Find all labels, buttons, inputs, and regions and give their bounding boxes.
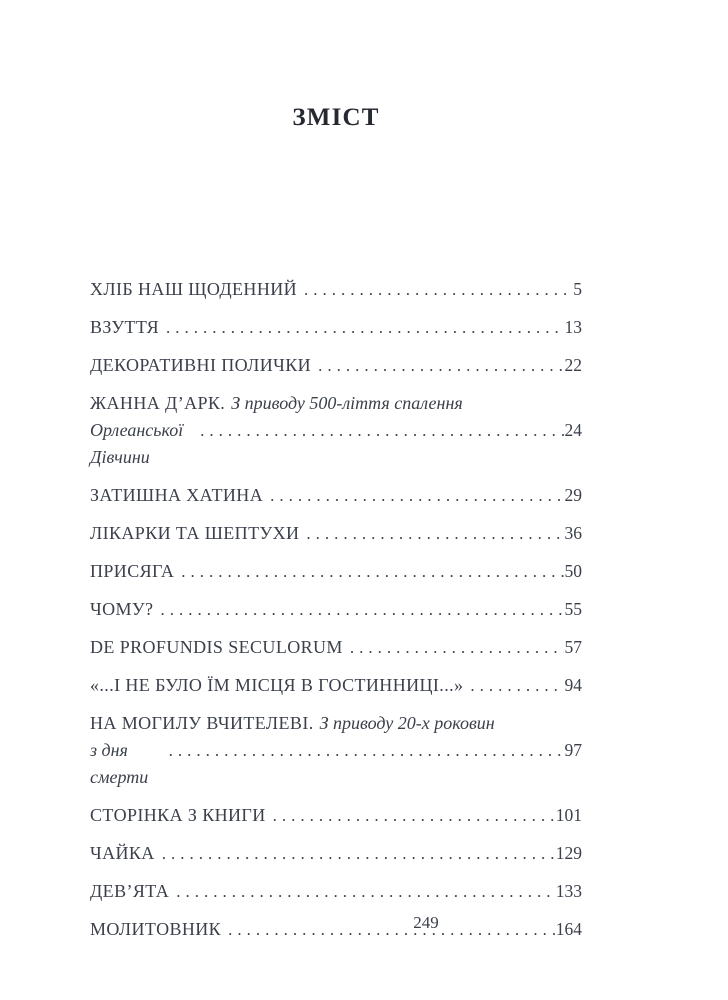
toc-entry-first-line bbox=[90, 390, 582, 417]
toc-entry-line bbox=[90, 840, 582, 867]
dot-leader bbox=[174, 558, 563, 585]
toc-entry-page-number: 24 bbox=[564, 420, 582, 440]
toc-entry bbox=[90, 352, 582, 379]
toc-entry bbox=[90, 520, 582, 547]
toc-entry bbox=[90, 558, 582, 585]
toc-entry bbox=[90, 390, 582, 471]
folio-page-number: 249 bbox=[413, 913, 439, 932]
toc-entry-page-number: 57 bbox=[564, 637, 582, 657]
toc-entry bbox=[90, 802, 582, 829]
toc-entry bbox=[90, 672, 582, 699]
toc-entry-subtitle: З приводу 500-ліття спалення bbox=[231, 393, 463, 413]
toc-entry-subtitle-continued: з дня смерти bbox=[90, 740, 149, 787]
toc-entry-title: ЗАТИШНА ХАТИНА bbox=[90, 485, 264, 505]
toc-entry-page-number: 36 bbox=[564, 523, 582, 543]
toc-entry-title: DE PROFUNDIS SECULORUM bbox=[90, 637, 343, 657]
toc-entry-title: ВЗУТТЯ bbox=[90, 317, 160, 337]
toc-entry-page-number: 22 bbox=[564, 355, 582, 375]
toc-entry-line bbox=[90, 558, 582, 585]
dot-leader bbox=[193, 417, 563, 444]
dot-leader bbox=[162, 737, 564, 764]
dot-leader bbox=[169, 878, 555, 905]
toc-entry-page-number: 164 bbox=[555, 919, 582, 939]
toc-entry-title: ПРИСЯГА bbox=[90, 561, 175, 581]
toc-entry-line bbox=[90, 352, 582, 379]
toc-entry-subtitle-continued: Орлеанської Дівчини bbox=[90, 420, 184, 467]
toc-entry bbox=[90, 634, 582, 661]
toc-entry-subtitle: З приводу 20-х роковин bbox=[319, 713, 495, 733]
toc-entry-page-number: 133 bbox=[555, 881, 582, 901]
toc-entry-line bbox=[90, 634, 582, 661]
toc-entry-first-line bbox=[90, 710, 582, 737]
toc-entry-line bbox=[90, 878, 582, 905]
toc-entry-title: НА МОГИЛУ ВЧИТЕЛЕВІ. bbox=[90, 713, 314, 733]
toc-entry bbox=[90, 596, 582, 623]
dot-leader bbox=[311, 352, 563, 379]
toc-entry-line bbox=[90, 672, 582, 699]
toc-entry bbox=[90, 878, 582, 905]
toc-entry-title: ДЕКОРАТИВНІ ПОЛИЧКИ bbox=[90, 355, 312, 375]
toc-entry-title: МОЛИТОВНИК bbox=[90, 919, 222, 939]
dot-leader bbox=[299, 520, 563, 547]
toc-entry-title: ДЕВ’ЯТА bbox=[90, 881, 170, 901]
toc-entry-line bbox=[90, 520, 582, 547]
toc-entry-second-line bbox=[90, 417, 582, 471]
toc-entry-page-number: 55 bbox=[564, 599, 582, 619]
toc-entry-page-number: 50 bbox=[564, 561, 582, 581]
toc-entry-title: ЧОМУ? bbox=[90, 599, 154, 619]
toc-entry-page-number: 129 bbox=[555, 843, 582, 863]
toc-entry bbox=[90, 314, 582, 341]
dot-leader bbox=[297, 276, 572, 303]
toc-entry-page-number: 101 bbox=[555, 805, 582, 825]
toc-entry-page-number: 13 bbox=[564, 317, 582, 337]
dot-leader bbox=[263, 482, 563, 509]
toc-entry-line bbox=[90, 802, 582, 829]
dot-leader bbox=[463, 672, 563, 699]
toc-entry-second-line bbox=[90, 737, 582, 791]
toc-entry-title: «...І НЕ БУЛО ЇМ МІСЦЯ В ГОСТИННИЦІ...» bbox=[90, 675, 464, 695]
toc-entry-page-number: 5 bbox=[573, 279, 582, 299]
toc-entry-title: ЖАННА Д’АРК. bbox=[90, 393, 226, 413]
dot-leader bbox=[159, 314, 563, 341]
dot-leader bbox=[155, 840, 555, 867]
toc-entry-title: ЧАЙКА bbox=[90, 843, 155, 863]
toc-entry-line bbox=[90, 314, 582, 341]
toc-entry-line bbox=[90, 482, 582, 509]
toc-entry-title: СТОРІНКА З КНИГИ bbox=[90, 805, 266, 825]
toc-entry-line bbox=[90, 276, 582, 303]
toc-entry-title: ХЛІБ НАШ ЩОДЕННИЙ bbox=[90, 279, 298, 299]
toc-entry bbox=[90, 276, 582, 303]
toc-entry-title: ЛІКАРКИ ТА ШЕПТУХИ bbox=[90, 523, 300, 543]
toc-entry-line bbox=[90, 596, 582, 623]
dot-leader bbox=[266, 802, 555, 829]
toc-entry-page-number: 29 bbox=[564, 485, 582, 505]
page-title: ЗМІСТ bbox=[292, 104, 380, 131]
toc-list bbox=[90, 276, 582, 954]
toc-entry bbox=[90, 482, 582, 509]
dot-leader bbox=[343, 634, 564, 661]
toc-entry-page-number: 94 bbox=[564, 675, 582, 695]
dot-leader bbox=[153, 596, 563, 623]
toc-entry bbox=[90, 840, 582, 867]
toc-entry-page-number: 97 bbox=[564, 740, 582, 760]
toc-entry bbox=[90, 710, 582, 791]
